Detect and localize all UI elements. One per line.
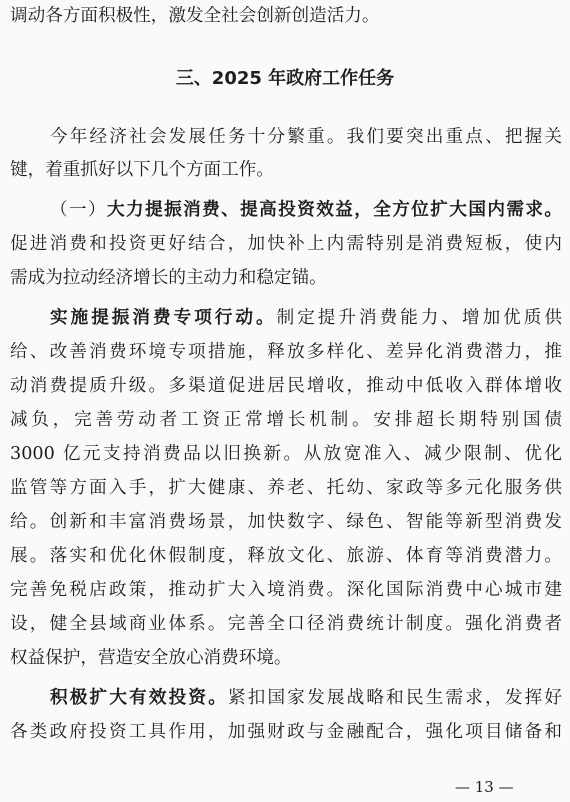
paragraph-first-line — [50, 686, 562, 710]
paragraph-lead: 实施提振消费专项行动。 — [50, 307, 277, 328]
paragraph-line: 调动各方面积极性，激发全社会创新创造活力。 — [10, 6, 380, 26]
paragraph-line: 减负，完善劳动者工资正常增长机制。安排超长期特别国债 — [10, 410, 562, 430]
paragraph-line: 给、改善消费环境专项措施，释放多样化、差异化消费潜力，推 — [10, 342, 562, 362]
paragraph-line: 给。创新和丰富消费场景，加快数字、绿色、智能等新型消费发 — [10, 512, 562, 532]
subsection-heading-line — [50, 198, 562, 222]
paragraph-line: 键，着重抓好以下几个方面工作。 — [10, 160, 274, 180]
paragraph-line: 动消费提质升级。多渠道促进居民增收，推动中低收入群体增收 — [10, 376, 562, 396]
paragraph-line: 3000 亿元支持消费品以旧换新。从放宽准入、减少限制、优化 — [10, 444, 562, 464]
paragraph-first-line — [50, 306, 562, 330]
paragraph-line: 设，健全县域商业体系。完善全口径消费统计制度。强化消费者 — [10, 614, 562, 634]
paragraph-line: 需成为拉动经济增长的主动力和稳定锚。 — [10, 268, 327, 288]
paragraph-line: 监管等方面入手，扩大健康、养老、托幼、家政等多元化服务供 — [10, 478, 562, 498]
page-number: — 13 — — [455, 778, 514, 796]
paragraph-line: 权益保护，营造安全放心消费环境。 — [10, 648, 292, 668]
paragraph-line: 展。落实和优化休假制度，释放文化、旅游、体育等消费潜力。 — [10, 546, 562, 566]
paragraph-line: 完善免税店政策，推动扩大入境消费。深化国际消费中心城市建 — [10, 580, 562, 600]
section-heading: 三、2025 年政府工作任务 — [175, 68, 395, 89]
paragraph-lead: 积极扩大有效投资。 — [50, 687, 228, 708]
subsection-number: （一） — [50, 200, 108, 220]
paragraph-line: 各类政府投资工具作用，加强财政与金融配合，强化项目储备和 — [10, 722, 562, 742]
paragraph-line: 今年经济社会发展任务十分繁重。我们要突出重点、把握关 — [50, 127, 562, 147]
paragraph-text: 紧扣国家发展战略和民生需求，发挥好 — [227, 688, 562, 708]
paragraph-text: 制定提升消费能力、增加优质供 — [276, 308, 562, 328]
paragraph-line: 促进消费和投资更好结合，加快补上内需特别是消费短板，使内 — [10, 234, 562, 254]
subsection-title: 大力提振消费、提高投资效益，全方位扩大国内需求。 — [107, 199, 562, 220]
